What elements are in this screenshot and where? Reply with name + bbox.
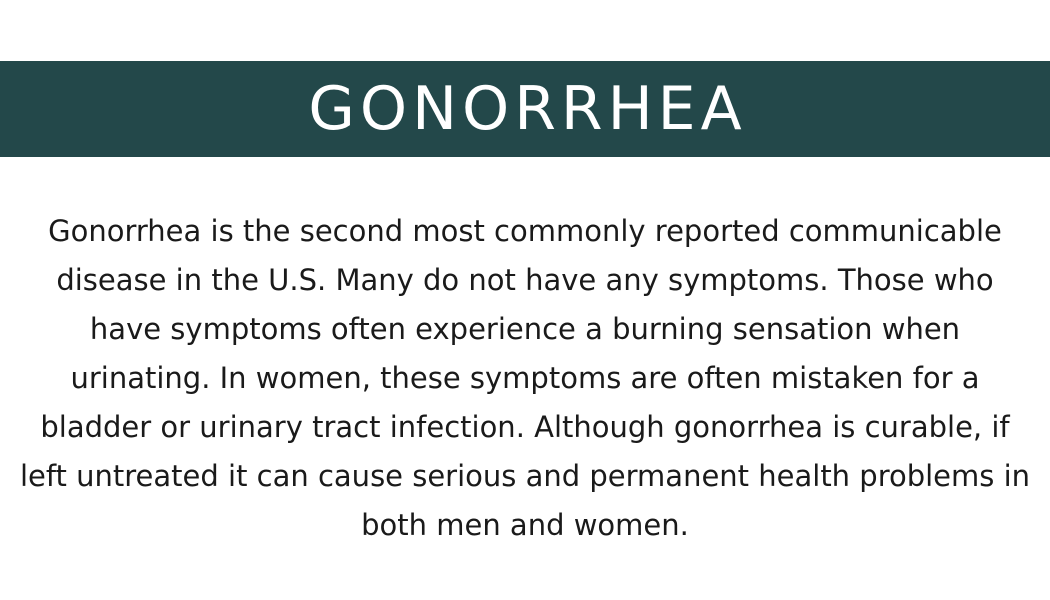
- title-banner: [0, 61, 1050, 157]
- description-paragraph: Gonorrhea is the second most commonly reported communicable disease in the U.S. Many do not have any symptoms. Those who have symptoms often experience a burning sensation when urinating. In women, these symptoms are often mistaken for a bladder or urinary tract infection. Although gonorrhea is curable, if left untreated it can cause serious and permanent health problems in both men and women.: [19, 214, 1031, 542]
- page-title: GONORRHEA: [308, 74, 747, 144]
